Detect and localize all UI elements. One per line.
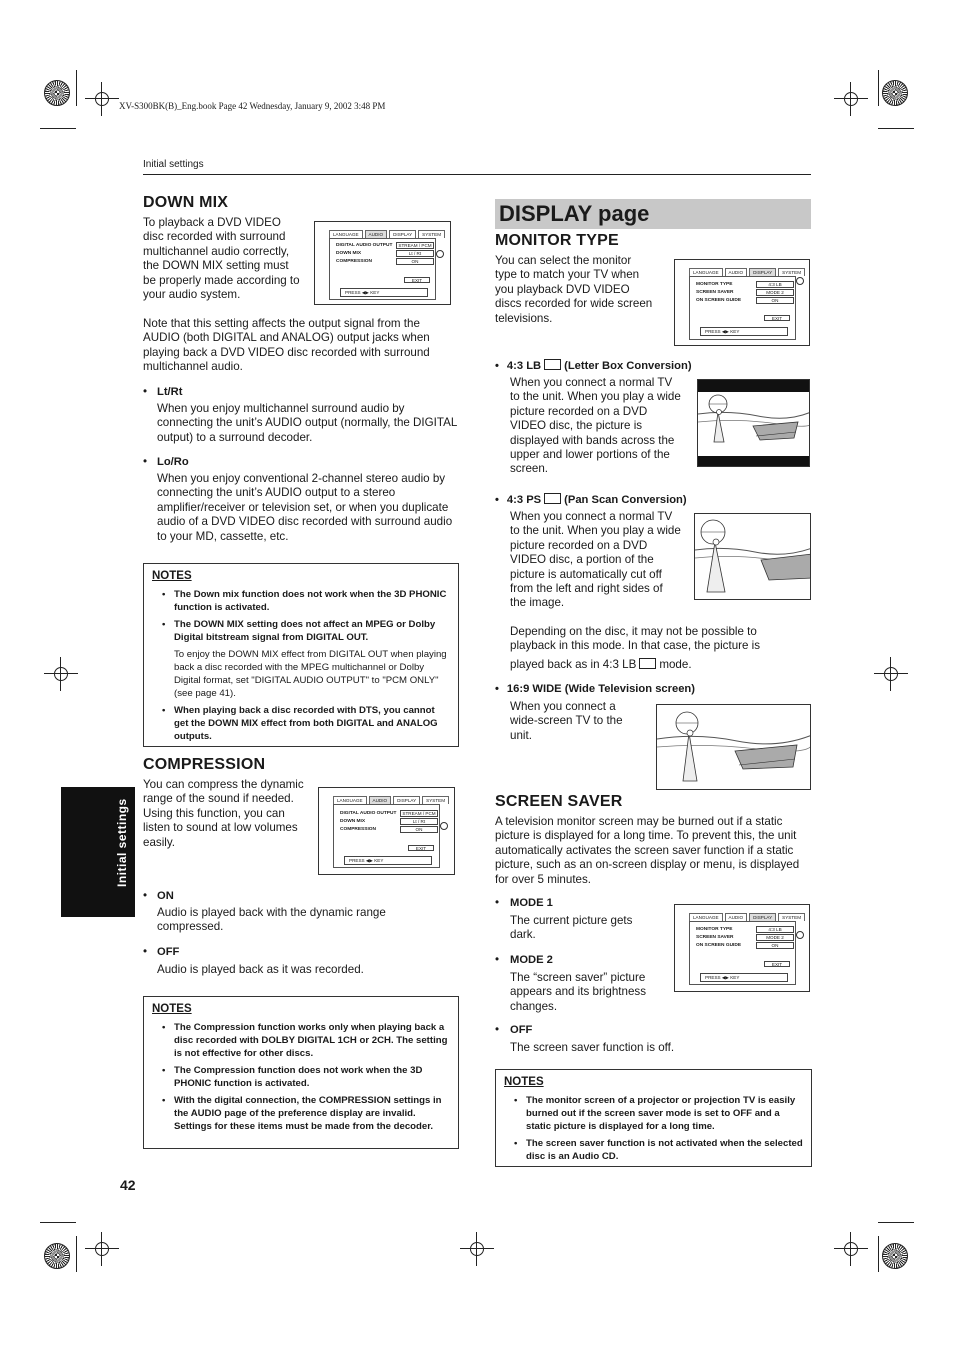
tab-language: LANGUAGE — [689, 268, 723, 276]
menu-tabs — [689, 913, 805, 921]
monitor-type-ps-text3 — [510, 658, 810, 672]
tab-system: SYSTEM — [422, 796, 449, 804]
menu-value: STREAM / PCM — [396, 242, 434, 249]
crosshair-target-right-mid — [882, 665, 900, 683]
menu-press-key: PRESS ◀▶ KEY — [700, 973, 788, 982]
wide-title: 16:9 WIDE (Wide Television screen) — [506, 683, 695, 695]
menu-row-label: MONITOR TYPE — [696, 282, 733, 287]
down-mix-option-bullet: • — [143, 385, 148, 398]
menu-exit: EXIT — [404, 277, 430, 283]
panscan-illustration — [694, 513, 811, 600]
registration-mark-bottom-right — [882, 1243, 908, 1269]
note-item: • The Compression function works only when playing back a disc recorded with DOLBY DIGITAL 1CH or 2CH. The setting is not effective for other discs. — [152, 1021, 450, 1060]
screen-saver-option-bullet: • — [495, 896, 500, 909]
audio-menu-screenshot — [314, 221, 451, 305]
menu-value: ON — [756, 942, 794, 949]
note-item: • The screen saver function is not activated when the selected disc is an Audio CD. — [504, 1137, 803, 1163]
compression-intro: You can compress the dynamic range of the sound if needed. Using this function, you can listen to sound at low volumes easily. — [143, 778, 304, 849]
crosshair-target-top-left — [93, 90, 111, 108]
widescreen-illustration — [656, 704, 811, 790]
file-info-line: XV-S300BK(B)_Eng.book Page 42 Wednesday, January 9, 2002 3:48 PM — [119, 101, 386, 111]
crop-line — [76, 70, 77, 106]
tab-display: DISPLAY — [389, 230, 416, 238]
screen-icon — [544, 359, 561, 370]
crop-line — [878, 1236, 879, 1272]
side-tab — [61, 787, 135, 917]
down-mix-option-ltrt-text: When you enjoy multichannel surround audio by connecting the unit’s AUDIO output (normally, the DIGITAL output) to a surround decoder. — [157, 402, 457, 444]
menu-value: ON — [400, 826, 438, 833]
screen-saver-option-off: OFF — [510, 1024, 533, 1036]
screen-saver-notes-box — [495, 1069, 812, 1167]
menu-row-label: SCREEN SAVER — [696, 290, 734, 295]
ps-title: 4:3 PS — [506, 494, 542, 506]
running-head: Initial settings — [143, 159, 204, 170]
compression-option-off: OFF — [157, 946, 180, 958]
menu-value: 4:3 LB — [756, 281, 794, 288]
menu-exit: EXIT — [764, 315, 790, 321]
tab-display: DISPLAY — [749, 913, 776, 921]
crosshair-target-bottom-right — [842, 1240, 860, 1258]
monitor-type-ps-text: When you connect a normal TV to the unit. When you play a wide picture recorded on a DVD VIDEO disc, a portion of the picture is automatically cut off from the left and right sides of the image. — [510, 510, 681, 610]
monitor-type-lb-text: When you connect a normal TV to the unit. When you play a wide picture recorded on a DVD VIDEO disc, the picture is displayed with bands across the upper and lower portions of the screen. — [510, 376, 681, 476]
menu-press-key: PRESS ◀▶ KEY — [340, 288, 428, 297]
tab-language: LANGUAGE — [333, 796, 367, 804]
ps-suffix: (Pan Scan Conversion) — [564, 494, 687, 506]
crop-line — [878, 70, 879, 106]
menu-exit: EXIT — [764, 961, 790, 967]
monitor-type-ps-text2: Depending on the disc, it may not be possible to playback in this mode. In that case, the picture is — [510, 625, 761, 653]
display-menu-screenshot — [674, 259, 810, 346]
compression-option-bullet: • — [143, 945, 148, 958]
audio-menu-screenshot — [318, 787, 455, 875]
crop-line — [878, 128, 914, 129]
note-subtext: To enjoy the DOWN MIX effect from DIGITAL OUT when playing back a disc recorded with the MPEG multichannel or Dolby Digital format, set "DIGITAL AUDIO OUTPUT" to "PCM ONLY" (see page 41). — [174, 649, 447, 699]
menu-value: 4:3 LB — [756, 926, 794, 933]
tab-display: DISPLAY — [749, 268, 776, 276]
menu-exit: EXIT — [408, 845, 434, 851]
screen-saver-option-mode2-text: The “screen saver” picture appears and its brightness changes. — [510, 971, 646, 1013]
notes-title: NOTES — [504, 1076, 544, 1088]
note-item: • The Compression function does not work when the 3D PHONIC function is activated. — [152, 1064, 450, 1090]
display-page-banner: DISPLAY page — [495, 199, 811, 229]
notes-title: NOTES — [152, 570, 192, 582]
tab-system: SYSTEM — [778, 268, 805, 276]
page-number: 42 — [120, 1177, 136, 1193]
compression-heading: COMPRESSION — [143, 756, 266, 773]
crop-line — [40, 1222, 76, 1223]
down-mix-option-bullet: • — [143, 455, 148, 468]
screen-saver-option-mode2: MODE 2 — [510, 954, 553, 966]
note-item: • The Down mix function does not work when the 3D PHONIC function is activated. — [152, 588, 450, 614]
crosshair-target-bottom-left — [93, 1240, 111, 1258]
compression-option-on: ON — [157, 890, 174, 902]
down-mix-heading: DOWN MIX — [143, 194, 229, 211]
tab-system: SYSTEM — [418, 230, 445, 238]
letterbox-band-top — [698, 380, 810, 392]
down-mix-note: Note that this setting affects the output signal from the AUDIO (both DIGITAL and ANALOG) output jacks when playing back a DVD VIDEO disc recorded with surround multichannel audio. — [143, 317, 430, 374]
compression-option-on-text: Audio is played back with the dynamic range compressed. — [157, 906, 386, 934]
tab-audio: AUDIO — [725, 268, 748, 276]
menu-value: MODE 2 — [756, 289, 794, 296]
note-item: • When playing back a disc recorded with DTS, you cannot get the DOWN MIX effect from both DIGITAL and ANALOG outputs. — [152, 704, 450, 743]
tab-display: DISPLAY — [393, 796, 420, 804]
ps-text3a: played back as in 4:3 LB — [510, 658, 637, 671]
screen-saver-option-mode1-text: The current picture gets dark. — [510, 914, 633, 942]
menu-tabs — [329, 230, 445, 238]
menu-value: ON — [756, 297, 794, 304]
screen-saver-option-off-text: The screen saver function is off. — [510, 1041, 675, 1054]
screen-saver-heading: SCREEN SAVER — [495, 793, 623, 810]
menu-row-label: ON SCREEN GUIDE — [696, 943, 742, 948]
tab-language: LANGUAGE — [329, 230, 363, 238]
monitor-type-wide-text: When you connect a wide-screen TV to the unit. — [510, 700, 623, 742]
down-mix-option-ltrt: Lt/Rt — [157, 386, 183, 398]
menu-value: ON — [396, 258, 434, 265]
down-mix-option-loro: Lo/Ro — [157, 456, 189, 468]
menu-row-label: DOWN MIX — [336, 251, 362, 256]
notes-title: NOTES — [152, 1003, 192, 1015]
letterbox-illustration — [697, 379, 810, 467]
pointer-icon — [796, 277, 804, 285]
screen-icon — [544, 493, 561, 504]
registration-mark-bottom-left — [44, 1243, 70, 1269]
menu-press-key: PRESS ◀▶ KEY — [700, 327, 788, 336]
down-mix-option-loro-text: When you enjoy conventional 2-channel stereo audio by connecting the unit’s AUDIO output to a stereo amplifier/receiver or television set, or when you duplicate audio of a DVD VIDEO disc recorded with surround audio to your MD, cassette, etc. — [157, 472, 453, 543]
lb-suffix: (Letter Box Conversion) — [564, 360, 692, 372]
screen-icon — [639, 658, 656, 669]
beach-scene-image — [695, 514, 811, 600]
crosshair-target-left-mid — [52, 665, 70, 683]
menu-tabs — [689, 268, 805, 276]
menu-panel — [689, 921, 796, 985]
screen-saver-option-bullet: • — [495, 1023, 500, 1036]
down-mix-notes-box — [143, 563, 459, 747]
menu-row-label: COMPRESSION — [336, 259, 372, 264]
tab-audio: AUDIO — [725, 913, 748, 921]
note-item: • With the digital connection, the COMPRESSION settings in the AUDIO page of the preference display are invalid. Settings for these items must be made from the decoder. — [152, 1094, 450, 1133]
compression-option-bullet: • — [143, 889, 148, 902]
down-mix-intro: To playback a DVD VIDEO disc recorded with surround multichannel audio correctly, the DOWN MIX setting must be properly made according to your audio system. — [143, 216, 300, 302]
screen-saver-intro: A television monitor screen may be burned out if a static picture is displayed for a long time. To prevent this, the unit automatically activates the screen saver function if a static picture, such as an on-screen display or menu, is displayed for over 5 minutes. — [495, 815, 800, 886]
note-item: • The DOWN MIX setting does not affect an MPEG or Dolby Digital bitstream signal from DIGITAL OUT. — [152, 618, 450, 644]
pointer-icon — [440, 822, 448, 830]
beach-scene-image — [698, 392, 810, 456]
menu-panel — [333, 804, 440, 868]
monitor-type-lb-option: • 4:3 LB (Letter Box Conversion) — [495, 360, 692, 372]
monitor-type-wide-option: • 16:9 WIDE (Wide Television screen) — [495, 683, 695, 695]
compression-option-off-text: Audio is played back as it was recorded. — [157, 963, 364, 976]
monitor-type-intro: You can select the monitor type to match your TV when you playback DVD VIDEO discs recorded for wide screen televisions. — [495, 254, 653, 325]
monitor-type-ps-option: • 4:3 PS (Pan Scan Conversion) — [495, 494, 687, 506]
tab-system: SYSTEM — [778, 913, 805, 921]
registration-mark-top-right — [882, 80, 908, 106]
pointer-icon — [796, 931, 804, 939]
menu-row-label: MONITOR TYPE — [696, 927, 733, 932]
ps-text3b: mode. — [659, 658, 692, 671]
menu-value: STREAM / PCM — [400, 810, 438, 817]
side-tab-label: Initial settings — [115, 798, 129, 887]
pointer-icon — [436, 250, 444, 258]
menu-row-label: ON SCREEN GUIDE — [696, 298, 742, 303]
menu-press-key: PRESS ◀▶ KEY — [344, 856, 432, 865]
menu-value: Lt / Rt — [400, 818, 438, 825]
tab-language: LANGUAGE — [689, 913, 723, 921]
menu-panel — [689, 276, 796, 340]
compression-notes-box — [143, 996, 459, 1149]
lb-title: 4:3 LB — [506, 360, 542, 372]
menu-row-label: COMPRESSION — [340, 827, 376, 832]
menu-row-label: SCREEN SAVER — [696, 935, 734, 940]
tab-audio: AUDIO — [365, 230, 388, 238]
crop-line — [76, 1236, 77, 1272]
registration-mark-top-left — [44, 80, 70, 106]
screen-saver-option-bullet: • — [495, 953, 500, 966]
monitor-type-heading: MONITOR TYPE — [495, 232, 619, 249]
crop-line — [40, 128, 76, 129]
display-menu-screenshot — [674, 904, 810, 992]
screen-saver-option-mode1: MODE 1 — [510, 897, 553, 909]
crosshair-target-top-right — [842, 90, 860, 108]
menu-panel — [329, 238, 436, 300]
note-item: • The monitor screen of a projector or projection TV is easily burned out if the screen saver mode is set to OFF and a static picture is displayed for a long time. — [504, 1094, 803, 1133]
beach-scene-image — [657, 705, 811, 790]
crop-line — [878, 1222, 914, 1223]
header-rule — [143, 174, 811, 175]
letterbox-band-bottom — [698, 456, 810, 467]
menu-row-label: DIGITAL AUDIO OUTPUT — [336, 243, 393, 248]
menu-value: Lt / Rt — [396, 250, 434, 257]
menu-tabs — [333, 796, 449, 804]
tab-audio: AUDIO — [369, 796, 392, 804]
menu-value: MODE 2 — [756, 934, 794, 941]
menu-row-label: DIGITAL AUDIO OUTPUT — [340, 811, 397, 816]
menu-row-label: DOWN MIX — [340, 819, 366, 824]
crosshair-target-bottom-center — [468, 1240, 486, 1258]
